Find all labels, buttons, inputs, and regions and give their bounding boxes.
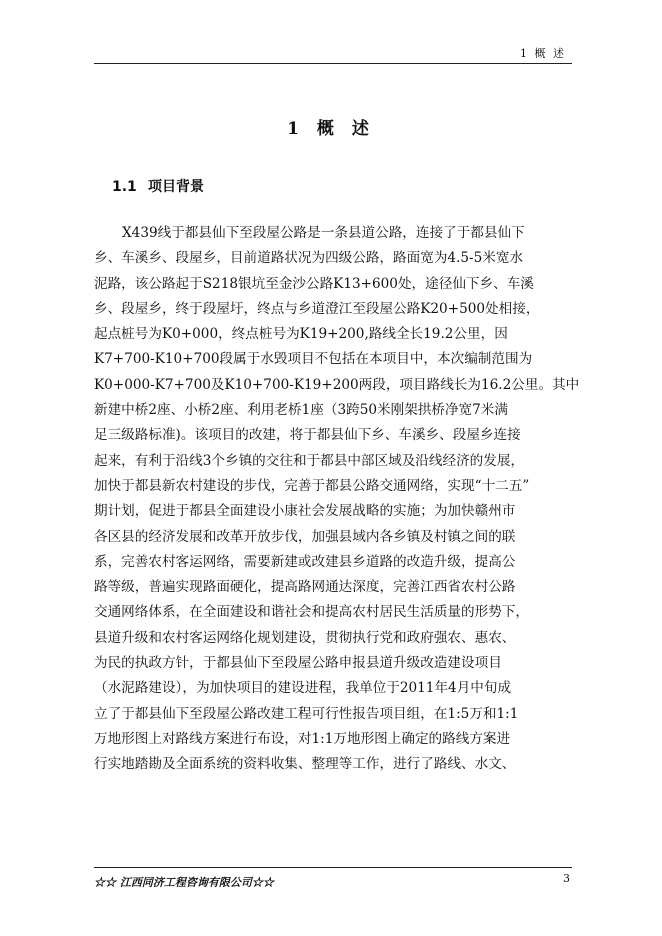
paragraph-line: 起点桩号为K0+000，终点桩号为K19+200,路线全长19.2公里，因: [94, 326, 508, 343]
paragraph-line: 路等级，普遍实现路面硬化，提高路网通达深度，完善江西省农村公路: [94, 579, 516, 596]
section-title-text: 项目背景: [148, 179, 204, 195]
paragraph-line: 起来，有利于沿线3个乡镇的交往和于都县中部区域及沿线经济的发展，: [94, 452, 525, 469]
paragraph-line: 系，完善农村客运网络，需要新建或改建县乡道路的改造升级，提高公: [94, 553, 516, 570]
footer-divider: [94, 867, 572, 868]
paragraph-line: 为民的执政方针，于都县仙下至段屋公路申报县道升级改造建设项目: [94, 655, 502, 672]
running-header-title: 1 概 述: [520, 47, 566, 60]
paragraph-line: 立了于都县仙下至段屋公路改建工程可行性报告项目组，在1:5万和1:1: [94, 705, 519, 722]
paragraph-line: 加快于都县新农村建设的步伐，完善于都县公路交通网络，实现“十二五”: [94, 477, 530, 494]
paragraph-line: K0+000-K7+700及K10+700-K19+200两段，项目路线长为16.2公里。其中: [94, 376, 580, 393]
paragraph-line: 交通网络体系，在全面建设和谐社会和提高农村居民生活质量的形势下，: [94, 604, 529, 621]
paragraph-line: 县道升级和农村客运网络化规划建设，贯彻执行党和政府强农、惠农、: [94, 629, 516, 646]
paragraph-line: 新建中桥2座、小桥2座、利用老桥1座（3跨50米刚架拱桥净宽7米满: [94, 402, 508, 419]
paragraph-line: 万地形图上对路线方案进行布设，对1:1万地形图上确定的路线方案进: [94, 730, 511, 747]
paragraph-line: 乡、段屋乡，终于段屋圩，终点与乡道澄江至段屋公路K20+500处相接，: [94, 300, 540, 317]
paragraph-line: 乡、车溪乡、段屋乡，目前道路状况为四级公路，路面宽为4.5-5米宽水: [94, 250, 524, 267]
paragraph-line: 各区县的经济发展和改革开放步伐，加强县域内各乡镇及村镇之间的联: [94, 528, 516, 545]
section-number: 1.1: [112, 179, 137, 195]
paragraph-line: （水泥路建设），为加快项目的建设进程，我单位于2011年4月中旬成: [94, 680, 512, 697]
paragraph-line: X439线于都县仙下至段屋公路是一条县道公路，连接了于都县仙下: [122, 225, 525, 241]
paragraph-line: 期计划，促进于都县全面建设小康社会发展战略的实施；为加快赣州市: [94, 503, 516, 520]
paragraph-line: 泥路，该公路起于S218银坑至金沙公路K13+600处，途径仙下乡、车溪: [94, 275, 534, 292]
footer-company: ☆☆ 江西同济工程咨询有限公司☆☆: [94, 876, 274, 889]
page-number: 3: [563, 872, 570, 885]
paragraph-line: 行实地踏勘及全面系统的资料收集、整理等工作，进行了路线、水文、: [94, 756, 516, 773]
paragraph-line: 足三级路标准)。该项目的改建，将于都县仙下乡、车溪乡、段屋乡连接: [94, 427, 521, 444]
body-paragraph: [94, 221, 580, 778]
paragraph-line: K7+700-K10+700段属于水毁项目不包括在本项目中，本次编制范围为: [94, 351, 533, 368]
chapter-title: 1 概 述: [287, 119, 375, 139]
header-divider: [94, 63, 572, 64]
section-heading: [112, 176, 204, 196]
